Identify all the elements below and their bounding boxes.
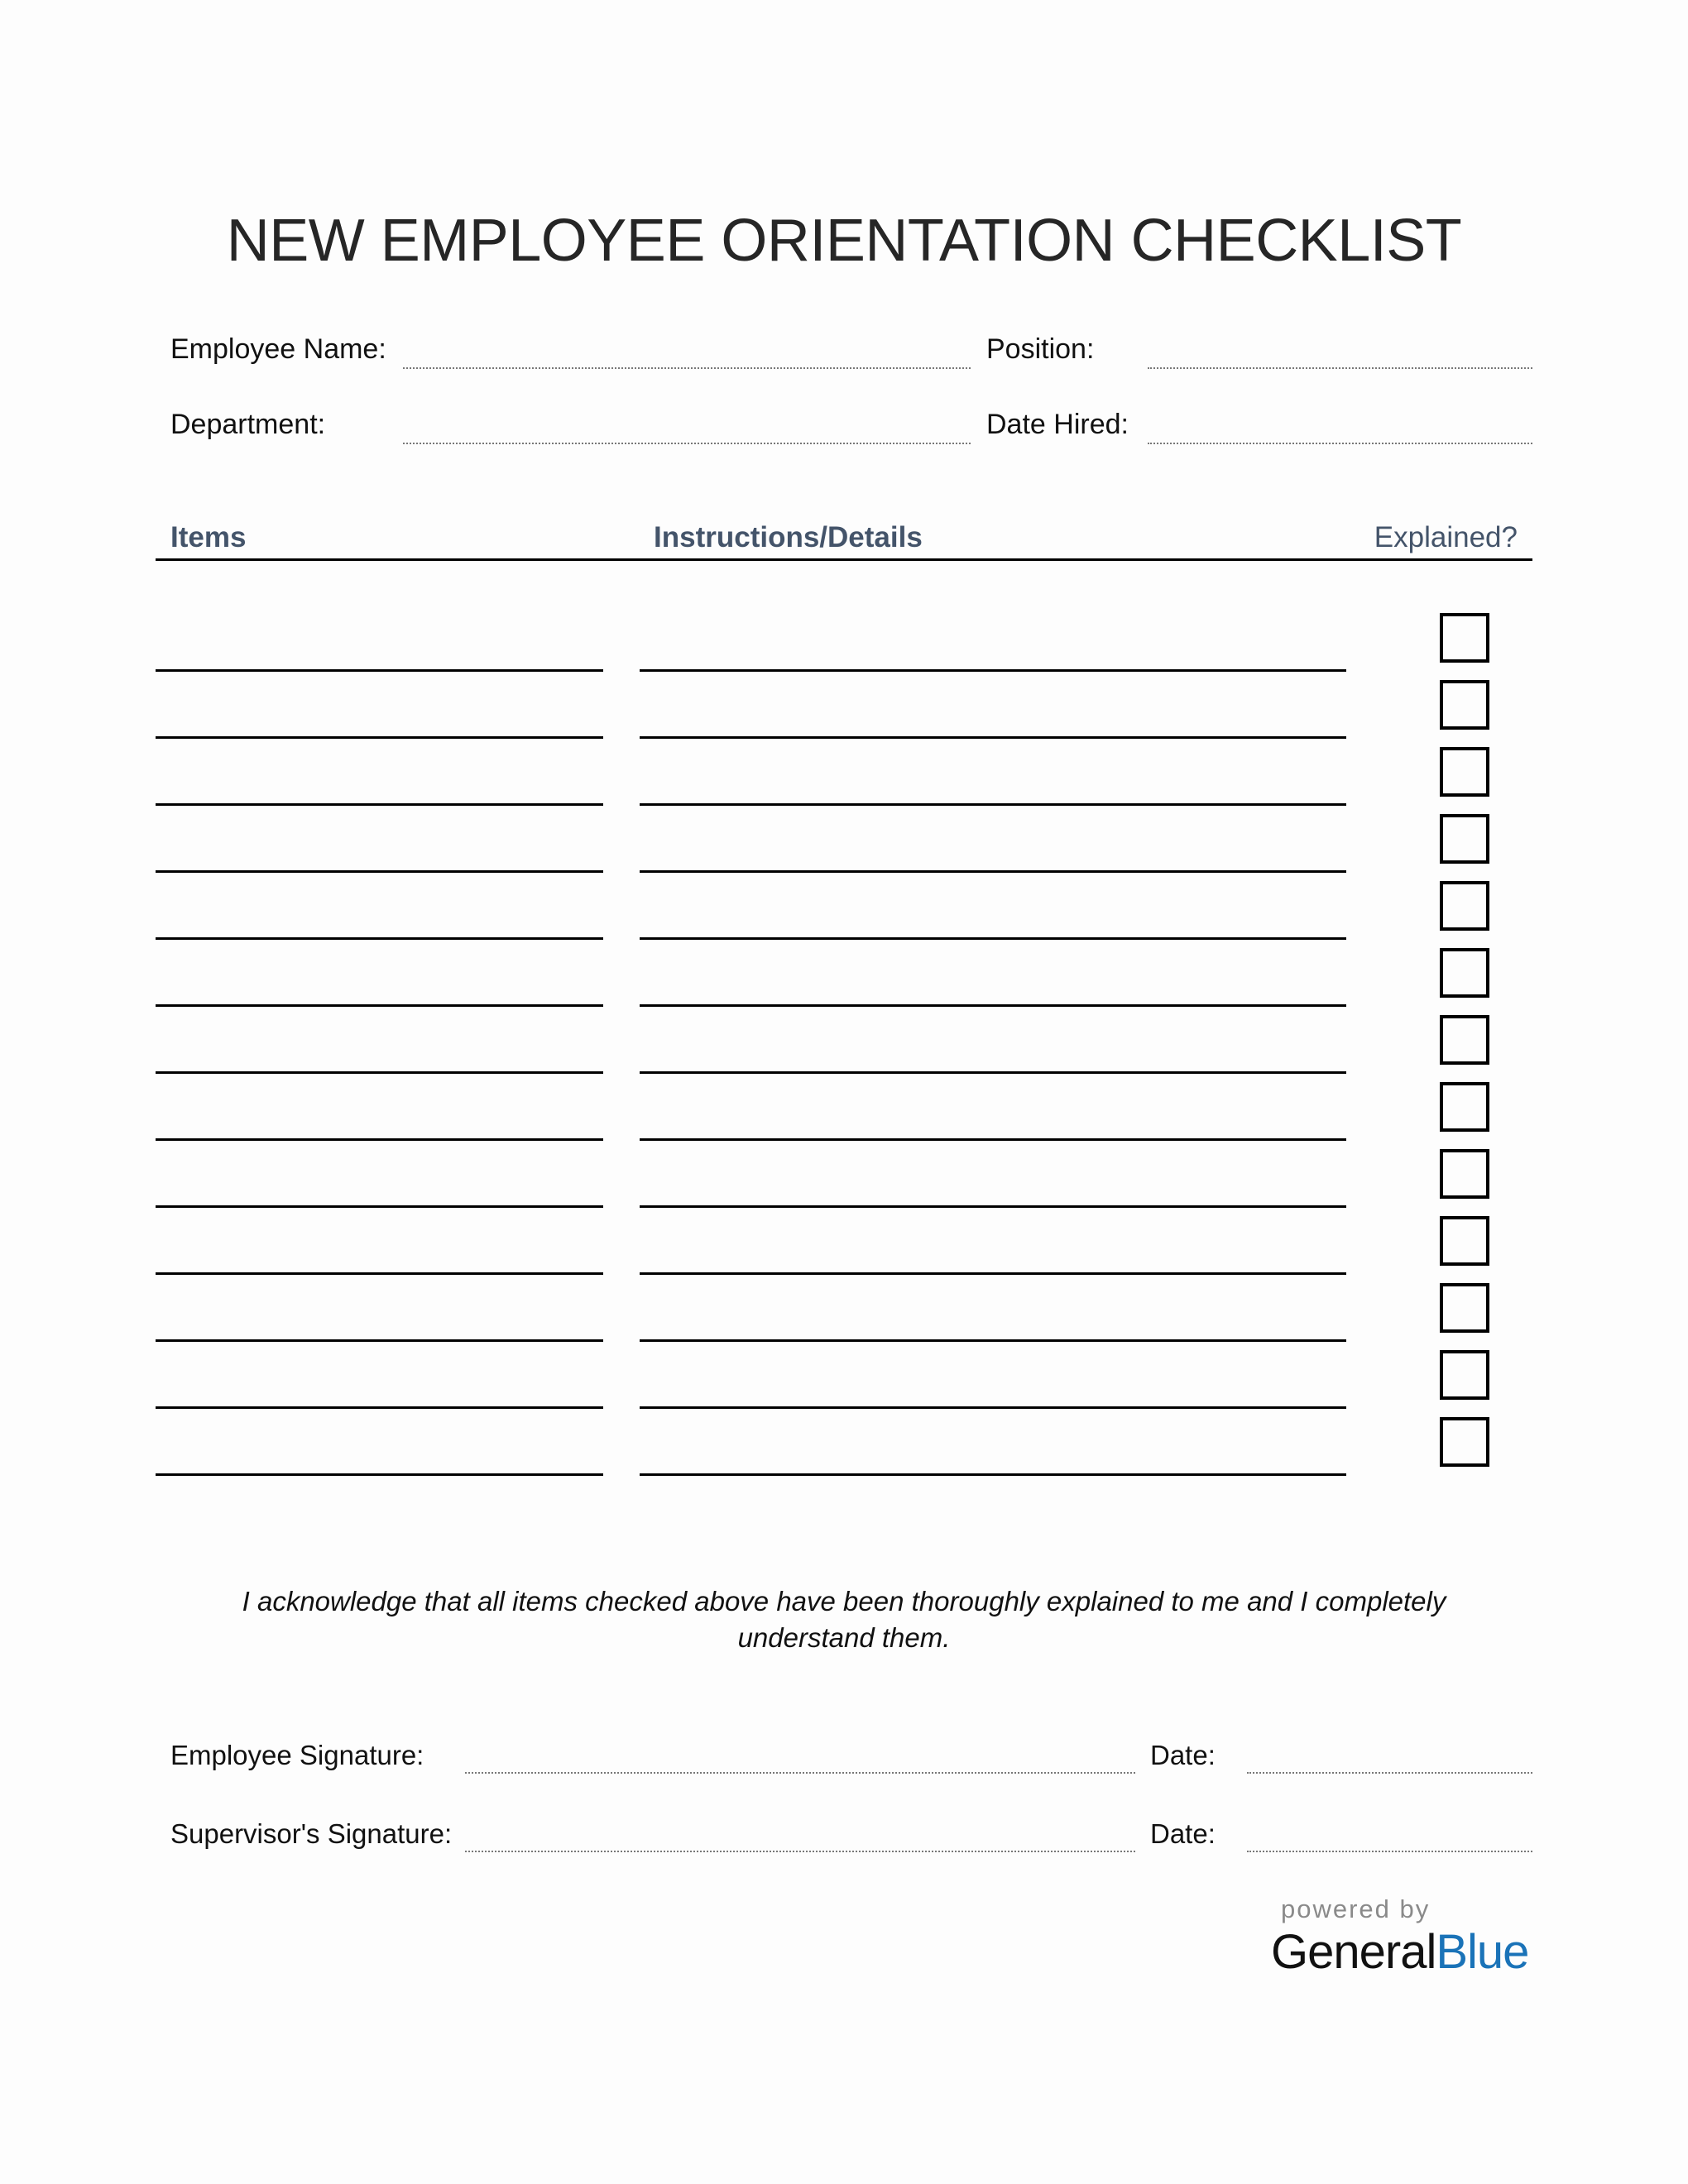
column-header-instructions: Instructions/Details bbox=[654, 521, 923, 553]
details-field[interactable] bbox=[640, 1473, 1346, 1476]
details-field[interactable] bbox=[640, 736, 1346, 739]
item-field[interactable] bbox=[156, 1071, 603, 1074]
department-field[interactable] bbox=[403, 443, 971, 444]
item-field[interactable] bbox=[156, 870, 603, 873]
item-field[interactable] bbox=[156, 1473, 603, 1476]
explained-checkbox[interactable] bbox=[1440, 1417, 1489, 1467]
supervisor-signature-label: Supervisor's Signature: bbox=[170, 1818, 453, 1849]
logo-general: General bbox=[1271, 1925, 1436, 1979]
item-field[interactable] bbox=[156, 1138, 603, 1141]
details-field[interactable] bbox=[640, 1406, 1346, 1409]
explained-checkbox[interactable] bbox=[1440, 881, 1489, 931]
item-field[interactable] bbox=[156, 1339, 603, 1342]
details-field[interactable] bbox=[640, 669, 1346, 672]
logo-blue: Blue bbox=[1436, 1925, 1529, 1979]
employee-date-label: Date: bbox=[1150, 1740, 1216, 1770]
details-field[interactable] bbox=[640, 1339, 1346, 1342]
details-field[interactable] bbox=[640, 803, 1346, 806]
explained-checkbox[interactable] bbox=[1440, 613, 1489, 663]
supervisor-signature-field[interactable] bbox=[465, 1851, 1135, 1852]
column-header-items: Items bbox=[170, 521, 247, 553]
details-field[interactable] bbox=[640, 1138, 1346, 1141]
date-hired-label: Date Hired: bbox=[986, 409, 1129, 440]
explained-checkbox[interactable] bbox=[1440, 1216, 1489, 1266]
item-field[interactable] bbox=[156, 1272, 603, 1275]
explained-checkbox[interactable] bbox=[1440, 1149, 1489, 1199]
header-divider bbox=[156, 558, 1532, 561]
position-field[interactable] bbox=[1148, 367, 1532, 369]
employee-signature-label: Employee Signature: bbox=[170, 1740, 424, 1770]
explained-checkbox[interactable] bbox=[1440, 948, 1489, 998]
details-field[interactable] bbox=[640, 870, 1346, 873]
explained-checkbox[interactable] bbox=[1440, 1015, 1489, 1065]
employee-date-field[interactable] bbox=[1247, 1772, 1532, 1774]
employee-name-label: Employee Name: bbox=[170, 333, 386, 365]
details-field[interactable] bbox=[640, 1272, 1346, 1275]
generalblue-logo bbox=[1271, 1924, 1528, 1980]
item-field[interactable] bbox=[156, 669, 603, 672]
employee-signature-field[interactable] bbox=[465, 1772, 1135, 1774]
department-label: Department: bbox=[170, 409, 326, 440]
date-hired-field[interactable] bbox=[1148, 443, 1532, 444]
supervisor-date-label: Date: bbox=[1150, 1818, 1216, 1849]
employee-name-field[interactable] bbox=[403, 367, 971, 369]
explained-checkbox[interactable] bbox=[1440, 1082, 1489, 1132]
explained-checkbox[interactable] bbox=[1440, 680, 1489, 730]
details-field[interactable] bbox=[640, 1071, 1346, 1074]
column-header-explained: Explained? bbox=[1374, 521, 1518, 553]
position-label: Position: bbox=[986, 333, 1095, 365]
details-field[interactable] bbox=[640, 937, 1346, 940]
details-field[interactable] bbox=[640, 1205, 1346, 1208]
acknowledgement-text bbox=[207, 1583, 1481, 1656]
item-field[interactable] bbox=[156, 803, 603, 806]
acknowledgement-line-2: understand them. bbox=[737, 1622, 951, 1653]
explained-checkbox[interactable] bbox=[1440, 747, 1489, 797]
details-field[interactable] bbox=[640, 1004, 1346, 1007]
item-field[interactable] bbox=[156, 937, 603, 940]
explained-checkbox[interactable] bbox=[1440, 1350, 1489, 1400]
supervisor-date-field[interactable] bbox=[1247, 1851, 1532, 1852]
item-field[interactable] bbox=[156, 1205, 603, 1208]
item-field[interactable] bbox=[156, 736, 603, 739]
explained-checkbox[interactable] bbox=[1440, 814, 1489, 864]
powered-by-text: powered by bbox=[1281, 1894, 1431, 1923]
item-field[interactable] bbox=[156, 1406, 603, 1409]
item-field[interactable] bbox=[156, 1004, 603, 1007]
acknowledgement-line-1: I acknowledge that all items checked above have been thoroughly explained to me and I completely bbox=[242, 1586, 1446, 1616]
page-title: NEW EMPLOYEE ORIENTATION CHECKLIST bbox=[226, 208, 1462, 274]
explained-checkbox[interactable] bbox=[1440, 1283, 1489, 1333]
